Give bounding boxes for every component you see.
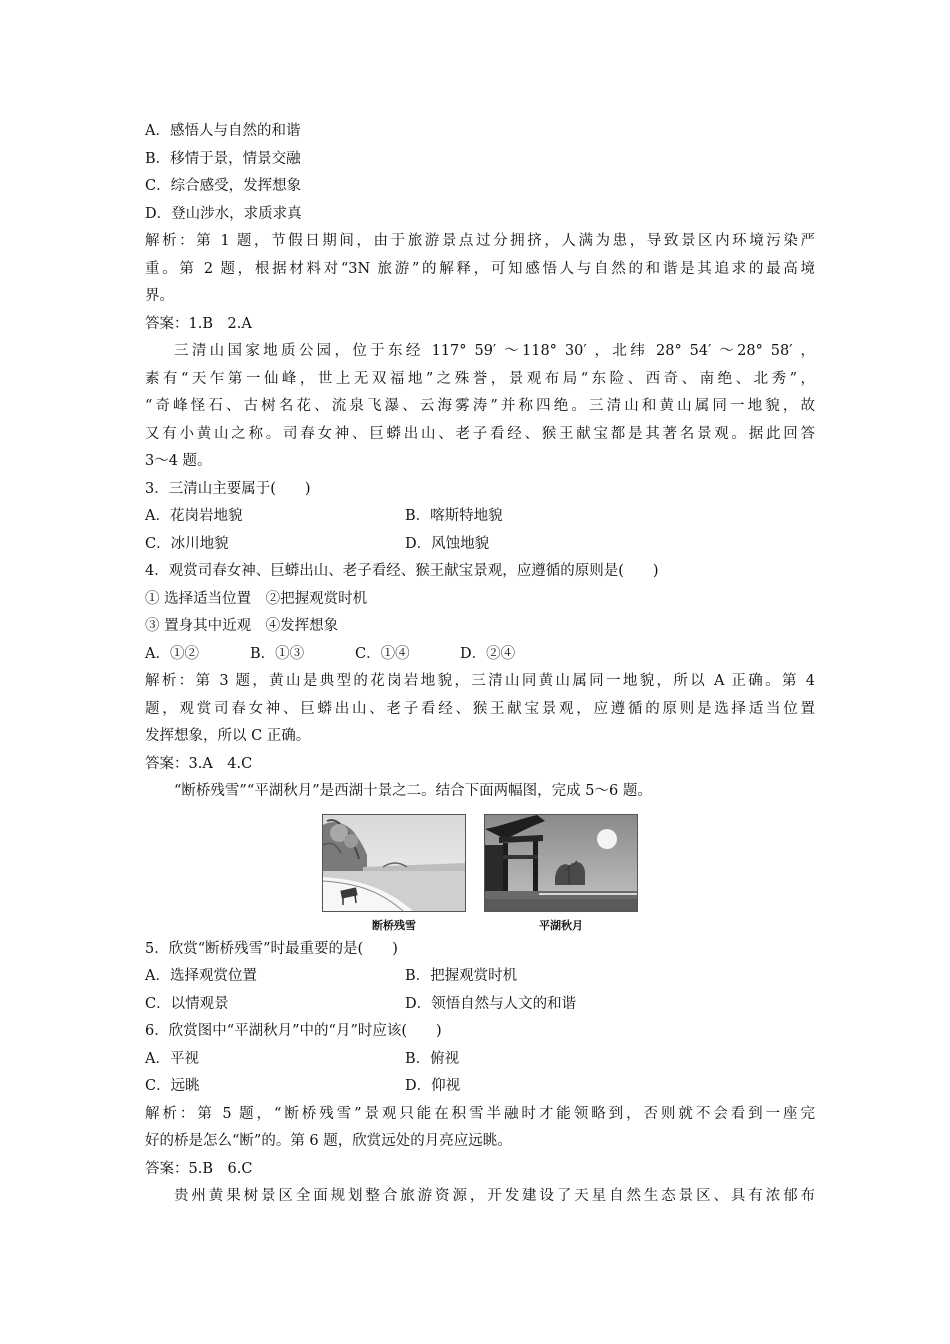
q3-options-row bbox=[145, 531, 815, 559]
passage-4: 贵州黄果树景区全面规划整合旅游资源，开发建设了天星自然生态景区、具有浓郁布 bbox=[174, 1188, 815, 1204]
q5-stem: 5．欣赏“断桥残雪”时最重要的是( ) bbox=[145, 940, 398, 957]
q4-options-row bbox=[145, 641, 815, 669]
analysis-1-line: 重。第 2 题，根据材料对“3N 旅游”的解释，可知感悟人与自然的和谐是其追求的最高境 bbox=[145, 260, 815, 277]
q4-stem: 4．观赏司春女神、巨蟒出山、老子看经、猴王献宝景观，应遵循的原则是( ) bbox=[145, 563, 659, 579]
answer-1: 答案：1.B 2.A bbox=[145, 315, 252, 332]
q3-option-a: A．花岗岩地貌 bbox=[145, 508, 243, 524]
analysis-1-line: 界。 bbox=[145, 288, 174, 304]
q2-option-a: A．感悟人与自然的和谐 bbox=[145, 123, 301, 139]
q3-option-d: D．风蚀地貌 bbox=[405, 535, 490, 552]
q6-option-b: B．俯视 bbox=[405, 1050, 460, 1067]
autumn-moon-photo bbox=[484, 814, 638, 912]
q3-option-b: B．喀斯特地貌 bbox=[405, 508, 503, 524]
q5-option-d: D．领悟自然与人文的和谐 bbox=[405, 995, 577, 1012]
q2-option-c: C．综合感受，发挥想象 bbox=[145, 178, 302, 194]
q6-option-c: C．远眺 bbox=[145, 1078, 200, 1094]
q4-items-line: ③ 置身其中近观 ④发挥想象 bbox=[145, 618, 339, 634]
q5-option-c: C．以情观景 bbox=[145, 995, 229, 1012]
q2-option-b: B．移情于景，情景交融 bbox=[145, 150, 301, 167]
q4-items-line: ① 选择适当位置 ②把握观赏时机 bbox=[145, 590, 368, 607]
q5-option-a: A．选择观赏位置 bbox=[145, 968, 257, 984]
q6-option-d: D．仰视 bbox=[405, 1078, 461, 1094]
passage-2-line: “奇峰怪石、古树名花、流泉飞瀑、云海雾涛”并称四绝。三清山和黄山属同一地貌，故 bbox=[145, 398, 815, 414]
figure-caption: 平湖秋月 bbox=[539, 918, 583, 932]
q4-option-a: A．①② bbox=[145, 645, 199, 662]
figure-autumn-moon bbox=[484, 814, 638, 934]
answer-3: 答案：5.B 6.C bbox=[145, 1160, 253, 1177]
analysis-3-line: 好的桥是怎么“断”的。第 6 题，欣赏远处的月亮应远眺。 bbox=[145, 1133, 512, 1149]
q6-option-a: A．平视 bbox=[145, 1050, 199, 1067]
q3-options-row bbox=[145, 503, 815, 531]
q6-options-row bbox=[145, 1073, 815, 1101]
analysis-2-line: 发挥想象，所以 C 正确。 bbox=[145, 728, 311, 744]
answer-2: 答案：3.A 4.C bbox=[145, 755, 253, 772]
analysis-3-line: 解析：第 5 题，“断桥残雪”景观只能在积雪半融时才能领略到，否则就不会看到一座完 bbox=[145, 1105, 815, 1122]
passage-2-line: 又有小黄山之称。司春女神、巨蟒出山、老子看经、猴王献宝都是其著名景观。据此回答 bbox=[145, 425, 815, 442]
document-page bbox=[145, 118, 815, 1211]
q5-option-b: B．把握观赏时机 bbox=[405, 968, 518, 984]
q4-option-b: B．①③ bbox=[250, 645, 305, 662]
analysis-1-line: 解析：第 1 题，节假日期间，由于旅游景点过分拥挤，人满为患，导致景区内环境污染严 bbox=[145, 233, 815, 249]
figure-caption: 断桥残雪 bbox=[372, 918, 416, 932]
q3-option-c: C．冰川地貌 bbox=[145, 535, 229, 552]
passage-3: “断桥残雪”“平湖秋月”是西湖十景之二。结合下面两幅图，完成 5～6 题。 bbox=[174, 783, 652, 799]
q3-stem: 3．三清山主要属于( ) bbox=[145, 480, 311, 497]
passage-2-line: 三清山国家地质公园，位于东经 117° 59′ ～118° 30′ ，北纬 28° 54′ ～28° 58′ ， bbox=[174, 343, 815, 359]
q6-options-row bbox=[145, 1046, 815, 1074]
analysis-2-line: 解析：第 3 题，黄山是典型的花岗岩地貌，三清山同黄山属同一地貌，所以 A 正确。第 4 bbox=[145, 673, 815, 689]
q5-options-row bbox=[145, 991, 815, 1019]
q4-option-d: D．②④ bbox=[460, 645, 516, 662]
analysis-2-line: 题，观赏司春女神、巨蟒出山、老子看经、猴王献宝景观，应遵循的原则是选择适当位置 bbox=[145, 700, 815, 717]
figure-row bbox=[145, 814, 815, 934]
q5-options-row bbox=[145, 963, 815, 991]
snow-bridge-photo bbox=[322, 814, 466, 912]
passage-2-line: 素有“天乍第一仙峰，世上无双福地”之殊誉，景观布局“东险、西奇、南绝、北秀”， bbox=[145, 370, 815, 387]
passage-2-line: 3～4 题。 bbox=[145, 453, 212, 469]
q2-option-d: D．登山涉水，求质求真 bbox=[145, 205, 302, 222]
q6-stem: 6．欣赏图中“平湖秋月”中的“月”时应该( ) bbox=[145, 1023, 442, 1039]
q4-option-c: C．①④ bbox=[355, 645, 410, 662]
figure-broken-bridge bbox=[322, 814, 466, 934]
